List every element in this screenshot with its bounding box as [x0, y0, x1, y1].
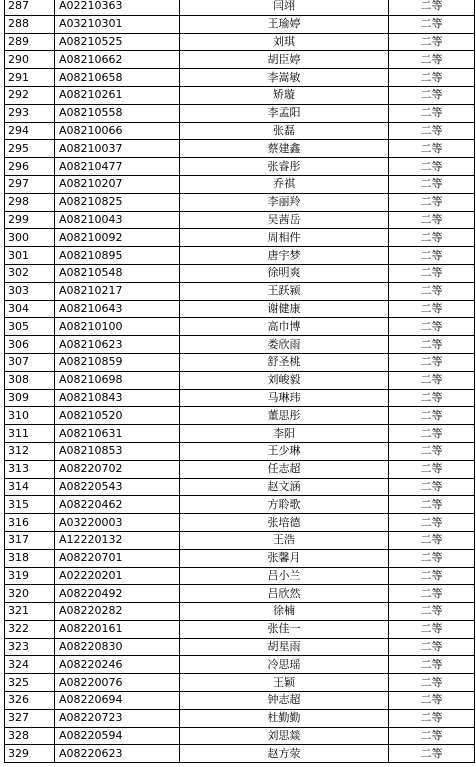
student-id-cell: A08210698	[55, 371, 180, 389]
student-id-cell: A08220702	[55, 460, 180, 478]
student-name-cell: 赵文涵	[180, 478, 389, 496]
student-id-cell: A08220694	[55, 692, 180, 710]
table-row	[5, 122, 475, 140]
student-id-cell: A08220076	[55, 674, 180, 692]
student-id-cell: A08220246	[55, 656, 180, 674]
table-row	[5, 709, 475, 727]
student-id-cell: A08210217	[55, 282, 180, 300]
student-id-cell: A03220003	[55, 514, 180, 532]
award-level-cell: 二等	[389, 282, 475, 300]
rank-cell: 322	[5, 620, 55, 638]
table-row	[5, 69, 475, 87]
award-level-cell: 二等	[389, 140, 475, 158]
award-level-cell: 二等	[389, 656, 475, 674]
student-name-cell: 刘峻毅	[180, 371, 389, 389]
student-name-cell: 杜勤勤	[180, 709, 389, 727]
student-name-cell: 刘思燚	[180, 727, 389, 745]
table-row	[5, 158, 475, 176]
table-row	[5, 727, 475, 745]
rank-cell: 305	[5, 318, 55, 336]
rank-cell: 304	[5, 300, 55, 318]
rank-cell: 293	[5, 104, 55, 122]
student-id-cell: A03210301	[55, 15, 180, 33]
table-row	[5, 620, 475, 638]
award-level-cell: 二等	[389, 175, 475, 193]
rank-cell: 317	[5, 531, 55, 549]
student-name-cell: 张磊	[180, 122, 389, 140]
student-name-cell: 徐明爽	[180, 264, 389, 282]
student-id-cell: A08210066	[55, 122, 180, 140]
student-name-cell: 张睿彤	[180, 158, 389, 176]
award-level-cell: 二等	[389, 407, 475, 425]
table-row	[5, 674, 475, 692]
award-level-cell: 二等	[389, 300, 475, 318]
student-id-cell: A08220623	[55, 745, 180, 763]
student-id-cell: A08220701	[55, 549, 180, 567]
table-row	[5, 638, 475, 656]
student-name-cell: 胡臣婷	[180, 51, 389, 69]
student-id-cell: A08220462	[55, 496, 180, 514]
table-row	[5, 442, 475, 460]
student-id-cell: A08210643	[55, 300, 180, 318]
rank-cell: 291	[5, 69, 55, 87]
table-row	[5, 33, 475, 51]
rank-cell: 328	[5, 727, 55, 745]
table-row	[5, 478, 475, 496]
rank-cell: 320	[5, 585, 55, 603]
rank-cell: 308	[5, 371, 55, 389]
student-name-cell: 高巾博	[180, 318, 389, 336]
award-level-cell: 二等	[389, 674, 475, 692]
student-id-cell: A08210859	[55, 353, 180, 371]
student-name-cell: 张佳一	[180, 620, 389, 638]
rank-cell: 309	[5, 389, 55, 407]
table-row	[5, 389, 475, 407]
award-level-cell: 二等	[389, 15, 475, 33]
award-level-cell: 二等	[389, 549, 475, 567]
student-id-cell: A08220594	[55, 727, 180, 745]
table-row	[5, 567, 475, 585]
award-level-cell: 二等	[389, 692, 475, 710]
rank-cell: 298	[5, 193, 55, 211]
rank-cell: 300	[5, 229, 55, 247]
award-level-cell: 二等	[389, 193, 475, 211]
rank-cell: 323	[5, 638, 55, 656]
award-level-cell: 二等	[389, 158, 475, 176]
award-list-table	[4, 0, 475, 763]
table-row	[5, 603, 475, 621]
table-row	[5, 745, 475, 763]
table-row	[5, 211, 475, 229]
table-row	[5, 0, 475, 15]
student-id-cell: A08220282	[55, 603, 180, 621]
award-level-cell: 二等	[389, 264, 475, 282]
student-name-cell: 乔祺	[180, 175, 389, 193]
student-name-cell: 王跃颍	[180, 282, 389, 300]
award-list-body	[5, 0, 475, 763]
award-level-cell: 二等	[389, 460, 475, 478]
rank-cell: 297	[5, 175, 55, 193]
student-id-cell: A02220201	[55, 567, 180, 585]
rank-cell: 292	[5, 86, 55, 104]
student-name-cell: 娄欣雨	[180, 336, 389, 354]
table-row	[5, 140, 475, 158]
rank-cell: 303	[5, 282, 55, 300]
student-id-cell: A08210100	[55, 318, 180, 336]
table-row	[5, 353, 475, 371]
student-name-cell: 矫璇	[180, 86, 389, 104]
student-id-cell: A08220830	[55, 638, 180, 656]
student-id-cell: A08210825	[55, 193, 180, 211]
award-level-cell: 二等	[389, 745, 475, 763]
student-id-cell: A08210043	[55, 211, 180, 229]
award-level-cell: 二等	[389, 620, 475, 638]
award-level-cell: 二等	[389, 478, 475, 496]
table-row	[5, 549, 475, 567]
student-name-cell: 赵方荥	[180, 745, 389, 763]
student-name-cell: 闫翊	[180, 0, 389, 15]
student-name-cell: 李嵩敏	[180, 69, 389, 87]
table-row	[5, 104, 475, 122]
award-level-cell: 二等	[389, 229, 475, 247]
student-name-cell: 董思彤	[180, 407, 389, 425]
student-name-cell: 王浩	[180, 531, 389, 549]
student-id-cell: A08210037	[55, 140, 180, 158]
rank-cell: 295	[5, 140, 55, 158]
rank-cell: 302	[5, 264, 55, 282]
rank-cell: 301	[5, 247, 55, 265]
award-level-cell: 二等	[389, 0, 475, 15]
student-id-cell: A02210363	[55, 0, 180, 15]
student-name-cell: 王瑜婷	[180, 15, 389, 33]
table-row	[5, 193, 475, 211]
award-level-cell: 二等	[389, 425, 475, 443]
table-row	[5, 336, 475, 354]
award-level-cell: 二等	[389, 638, 475, 656]
student-id-cell: A08210662	[55, 51, 180, 69]
award-level-cell: 二等	[389, 709, 475, 727]
student-id-cell: A08210261	[55, 86, 180, 104]
rank-cell: 307	[5, 353, 55, 371]
student-name-cell: 钟志超	[180, 692, 389, 710]
award-level-cell: 二等	[389, 353, 475, 371]
table-row	[5, 175, 475, 193]
student-name-cell: 张馨月	[180, 549, 389, 567]
student-name-cell: 蔡建鑫	[180, 140, 389, 158]
rank-cell: 325	[5, 674, 55, 692]
student-name-cell: 冷思瑶	[180, 656, 389, 674]
student-id-cell: A08210525	[55, 33, 180, 51]
award-level-cell: 二等	[389, 531, 475, 549]
rank-cell: 326	[5, 692, 55, 710]
rank-cell: 311	[5, 425, 55, 443]
student-name-cell: 舒圣桃	[180, 353, 389, 371]
award-level-cell: 二等	[389, 603, 475, 621]
award-level-cell: 二等	[389, 51, 475, 69]
award-level-cell: 二等	[389, 104, 475, 122]
student-id-cell: A08210558	[55, 104, 180, 122]
rank-cell: 306	[5, 336, 55, 354]
award-level-cell: 二等	[389, 727, 475, 745]
student-name-cell: 任志超	[180, 460, 389, 478]
rank-cell: 296	[5, 158, 55, 176]
rank-cell: 327	[5, 709, 55, 727]
award-level-cell: 二等	[389, 247, 475, 265]
table-row	[5, 15, 475, 33]
student-name-cell: 吴茜岳	[180, 211, 389, 229]
award-level-cell: 二等	[389, 567, 475, 585]
student-id-cell: A08220723	[55, 709, 180, 727]
rank-cell: 324	[5, 656, 55, 674]
award-level-cell: 二等	[389, 336, 475, 354]
award-level-cell: 二等	[389, 514, 475, 532]
rank-cell: 319	[5, 567, 55, 585]
student-name-cell: 唐宇梦	[180, 247, 389, 265]
rank-cell: 313	[5, 460, 55, 478]
table-row	[5, 425, 475, 443]
table-row	[5, 514, 475, 532]
table-row	[5, 264, 475, 282]
table-row	[5, 86, 475, 104]
student-name-cell: 胡星雨	[180, 638, 389, 656]
award-level-cell: 二等	[389, 86, 475, 104]
award-level-cell: 二等	[389, 122, 475, 140]
rank-cell: 294	[5, 122, 55, 140]
rank-cell: 289	[5, 33, 55, 51]
student-id-cell: A08210520	[55, 407, 180, 425]
table-row	[5, 282, 475, 300]
table-row	[5, 371, 475, 389]
student-id-cell: A08210895	[55, 247, 180, 265]
student-id-cell: A08220161	[55, 620, 180, 638]
student-id-cell: A08210631	[55, 425, 180, 443]
table-row	[5, 247, 475, 265]
student-id-cell: A08210623	[55, 336, 180, 354]
rank-cell: 316	[5, 514, 55, 532]
student-id-cell: A08210092	[55, 229, 180, 247]
table-row	[5, 318, 475, 336]
student-name-cell: 刘琪	[180, 33, 389, 51]
student-name-cell: 谢健康	[180, 300, 389, 318]
table-row	[5, 51, 475, 69]
student-id-cell: A08210477	[55, 158, 180, 176]
student-id-cell: A08210853	[55, 442, 180, 460]
student-name-cell: 马琳玮	[180, 389, 389, 407]
table-row	[5, 229, 475, 247]
student-name-cell: 王颖	[180, 674, 389, 692]
student-name-cell: 周相件	[180, 229, 389, 247]
student-name-cell: 方聆歌	[180, 496, 389, 514]
student-id-cell: A08210658	[55, 69, 180, 87]
rank-cell: 321	[5, 603, 55, 621]
student-id-cell: A08210843	[55, 389, 180, 407]
table-row	[5, 407, 475, 425]
table-row	[5, 531, 475, 549]
award-level-cell: 二等	[389, 371, 475, 389]
table-row	[5, 585, 475, 603]
rank-cell: 288	[5, 15, 55, 33]
table-row	[5, 496, 475, 514]
student-name-cell: 李孟阳	[180, 104, 389, 122]
student-id-cell: A08210207	[55, 175, 180, 193]
award-level-cell: 二等	[389, 585, 475, 603]
student-name-cell: 张培德	[180, 514, 389, 532]
award-level-cell: 二等	[389, 211, 475, 229]
table-row	[5, 656, 475, 674]
award-level-cell: 二等	[389, 318, 475, 336]
award-level-cell: 二等	[389, 33, 475, 51]
student-name-cell: 李丽羚	[180, 193, 389, 211]
award-level-cell: 二等	[389, 389, 475, 407]
rank-cell: 312	[5, 442, 55, 460]
table-row	[5, 300, 475, 318]
rank-cell: 290	[5, 51, 55, 69]
student-id-cell: A12220132	[55, 531, 180, 549]
rank-cell: 329	[5, 745, 55, 763]
student-name-cell: 王少琳	[180, 442, 389, 460]
rank-cell: 314	[5, 478, 55, 496]
table-row	[5, 460, 475, 478]
rank-cell: 287	[5, 0, 55, 15]
rank-cell: 299	[5, 211, 55, 229]
rank-cell: 318	[5, 549, 55, 567]
student-name-cell: 吕小兰	[180, 567, 389, 585]
award-level-cell: 二等	[389, 69, 475, 87]
student-id-cell: A08220543	[55, 478, 180, 496]
student-id-cell: A08220492	[55, 585, 180, 603]
student-name-cell: 李阳	[180, 425, 389, 443]
student-name-cell: 吕欣然	[180, 585, 389, 603]
table-row	[5, 692, 475, 710]
rank-cell: 310	[5, 407, 55, 425]
rank-cell: 315	[5, 496, 55, 514]
student-name-cell: 徐楠	[180, 603, 389, 621]
student-id-cell: A08210548	[55, 264, 180, 282]
award-level-cell: 二等	[389, 496, 475, 514]
award-level-cell: 二等	[389, 442, 475, 460]
